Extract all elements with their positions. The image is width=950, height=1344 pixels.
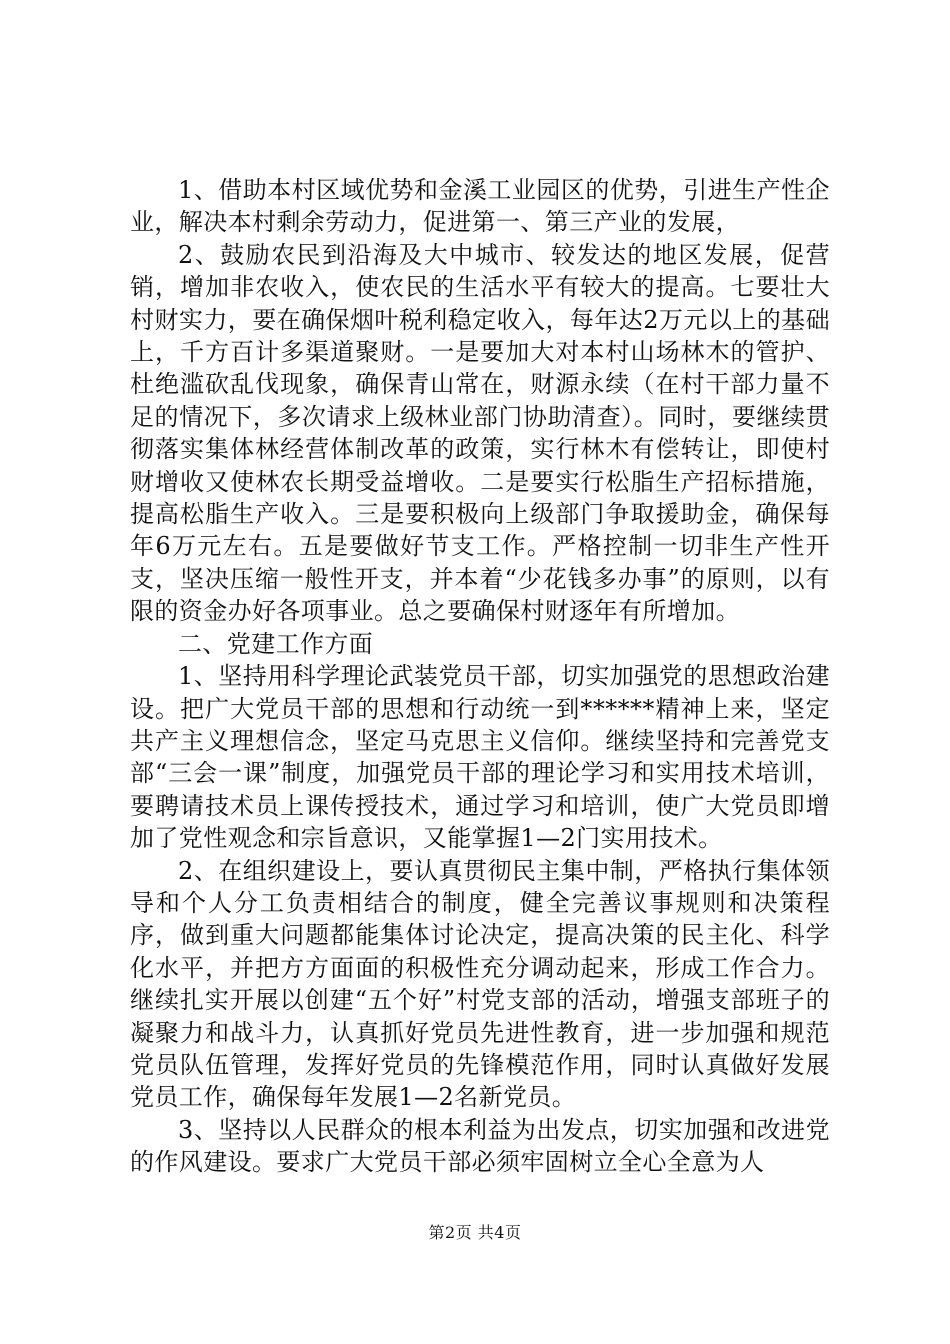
paragraph-3: 1、坚持用科学理论武装党员干部，切实加强党的思想政治建设。把广大党员干部的思想和行动统一到******精神上来，坚定共产主义理想信念，坚定马克思主义信仰。继续坚持和完善党支部“三会一课”制度，加强党员干部的理论学习和实用技术培训，要聘请技术员上课传授技术，通过学习和培训，使广大党员即增加了党性观念和宗旨意识，又能掌握1—2门实用技术。 (130, 662, 830, 853)
section-heading-party-building: 二、党建工作方面 (178, 629, 374, 658)
paragraph-4: 2、在组织建设上，要认真贯彻民主集中制，严格执行集体领导和个人分工负责相结合的制度，健全完善议事规则和决策程序，做到重大问题都能集体讨论决定，提高决策的民主化、科学化水平，并把方方面面的积极性充分调动起来，形成工作合力。继续扎实开展以创建“五个好”村党支部的活动，增强支部班子的凝聚力和战斗力，认真抓好党员先进性教育，进一步加强和规范党员队伍管理，发挥好党员的先锋模范作用，同时认真做好发展党员工作，确保每年发展1—2名新党员。 (130, 856, 830, 1112)
paragraph-2: 2、鼓励农民到沿海及大中城市、较发达的地区发展，促营销，增加非农收入，使农民的生活水平有较大的提高。七要壮大村财实力，要在确保烟叶税利稳定收入，每年达2万元以上的基础上，千方百计多渠道聚财。一是要加大对本村山场林木的管护、杜绝滥砍乱伐现象，确保青山常在，财源永续（在村干部力量不足的情况下，多次请求上级林业部门协助清查）。同时，要继续贯彻落实集体林经营体制改革的政策，实行林木有偿转让，即使村财增收又使林农长期受益增收。二是要实行松脂生产招标措施，提高松脂生产收入。三是要积极向上级部门争取援助金，确保每年6万元左右。五是要做好节支工作。严格控制一切非生产性开支，坚决压缩一般性开支，并本着“少花钱多办事”的原则，以有限的资金办好各项事业。总之要确保村财逐年有所增加。 (130, 240, 830, 626)
paragraph-1: 1、借助本村区域优势和金溪工业园区的优势，引进生产性企业，解决本村剩余劳动力，促进第一、第三产业的发展， (130, 176, 830, 237)
document-body (130, 174, 830, 1179)
paragraph-5: 3、坚持以人民群众的根本利益为出发点，切实加强和改进党的作风建设。要求广大党员干部必须牢固树立全心全意为人 (130, 1115, 830, 1177)
page-number-footer: 第2页 共4页 (428, 1223, 522, 1242)
